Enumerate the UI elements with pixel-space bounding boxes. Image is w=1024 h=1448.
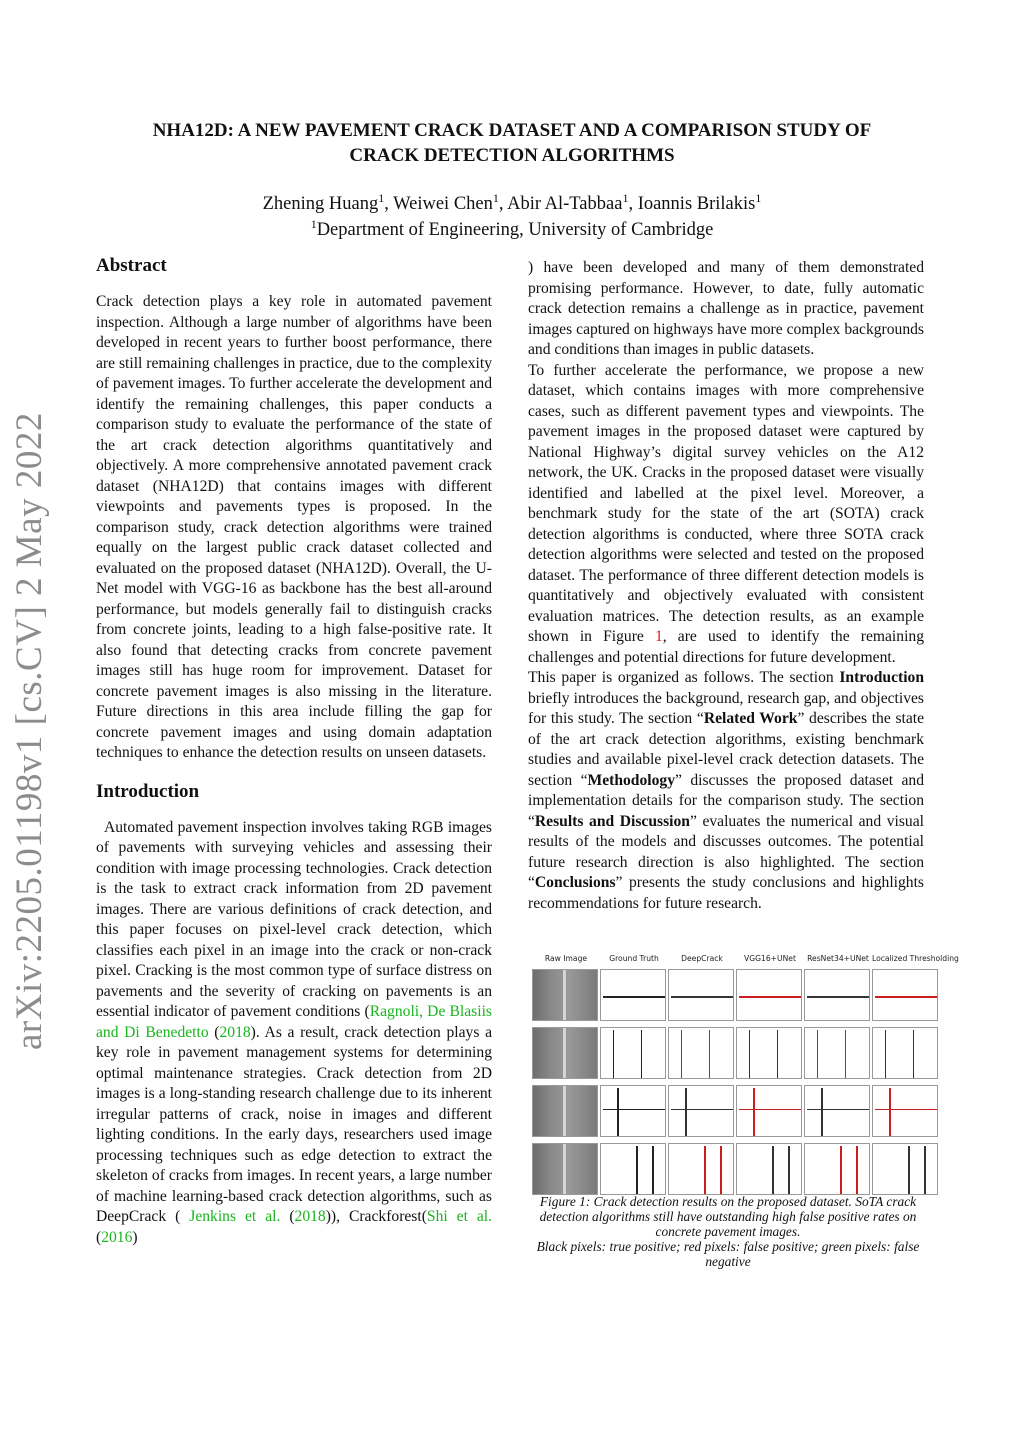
intro-paragraph-2: To further accelerate the performance, we propose a new dataset, which contains images with more comprehensive cases, such as different pavement types and viewpoints. The pavement images in the proposed dataset were captured by National Highway’s digital survey vehicles on the A12 network, the UK. Cracks in the proposed dataset were visually identified and labelled at the pixel level. Moreover, a benchmark study for the state of the art (SOTA) crack detection algorithms is conducted, where three SOTA crack detection algorithms were selected and tested on the proposed dataset. The performance of three different detection models is quantitatively and objectively evaluated with consistent evaluation matrices. The detection results, as an example shown in Figure 1, are used to identify the remaining challenges and potential directions for future development. [528, 361, 924, 666]
figure-row [532, 1143, 944, 1195]
figure-column-label: DeepCrack [681, 954, 723, 963]
crack-trace [720, 1146, 722, 1194]
crack-trace [739, 996, 801, 998]
author-list: Zhening Huang$^1$, Weiwei Chen$^1$, Abir Al-Tabbaa$^1$, Ioannis Brilakis$^1$ [262, 191, 762, 215]
crack-detection-output-image [600, 1085, 666, 1137]
title-line-2: CRACK DETECTION ALGORITHMS [349, 145, 675, 166]
crack-detection-output-image [804, 1143, 870, 1195]
crack-trace [772, 1146, 774, 1194]
crack-trace [913, 1030, 915, 1078]
crack-detection-output-image [872, 1085, 938, 1137]
introduction-heading: Introduction [96, 780, 200, 802]
raw-pavement-image [532, 969, 598, 1021]
crack-detection-output-image [668, 1085, 734, 1137]
crack-trace [603, 996, 665, 998]
crack-trace [908, 1146, 910, 1194]
crack-trace [817, 1030, 819, 1078]
crack-trace [924, 1146, 926, 1194]
crack-trace [652, 1146, 654, 1194]
figure-column-label: VGG16+UNet [744, 954, 796, 963]
crack-trace [749, 1030, 751, 1078]
citation-year-link[interactable]: 2018 [219, 1023, 251, 1041]
crack-trace [739, 1109, 801, 1111]
crack-detection-output-image [736, 1085, 802, 1137]
figure-row [532, 1085, 944, 1137]
crack-trace [875, 996, 937, 998]
crack-detection-output-image [736, 1143, 802, 1195]
figure-reference-link[interactable]: 1 [654, 628, 663, 645]
affiliation: $^1$Department of Engineering, University of Cambridge [310, 217, 714, 241]
crack-trace [671, 1109, 733, 1111]
citation-link[interactable]: Jenkins et al. [189, 1208, 281, 1225]
crack-trace [885, 1030, 887, 1078]
figure-caption [528, 1194, 928, 1269]
crack-trace [807, 996, 869, 998]
crack-trace [856, 1146, 858, 1194]
crack-detection-output-image [872, 969, 938, 1021]
left-column [96, 254, 492, 1248]
crack-trace [845, 1030, 847, 1078]
intro-paragraph-1a: Automated pavement inspection involves taking RGB images of pavements with surveying vehicles and assessing their condition with image processing technologies. Crack detection is the task to extract crack information from 2D pavement images. There are various definitions of crack detection, and this paper focuses on pixel-level crack detection, which classifies each pixel in an image into the crack or non-crack pixel. Cracking is the most common type of surface distress on pavements and the severity of cracking on pavements is an essential indicator of pavement conditions (Ragnoli, De Blasiis and Di Benedetto (2018). As a result, crack detection plays a key role in pavement management systems for determining optimal maintenance strategies. Crack detection from 2D images is a long-standing research challenge due to its inherent irregular patterns of crack, noise in images and different lighting conditions. In the early days, researchers used image processing techniques such as edge detection to extract the skeleton of cracks from images. In recent years, a large number of machine learning-based crack detection algorithms, such as DeepCrack ( Jenkins et al. (2018)), Crackforest(Shi et al. (2016) [96, 818, 493, 1246]
crack-trace [641, 1030, 643, 1078]
citation-link[interactable]: Shi et al. [426, 1208, 493, 1225]
figure-column-label: Localized Thresholding [872, 954, 959, 963]
crack-detection-output-image [872, 1027, 938, 1079]
crack-detection-output-image [804, 1085, 870, 1137]
intro-paragraph-1b: ) have been developed and many of them demonstrated promising performance. However, to date, fully automatic crack detection remains a challenge as in practice, pavement images captured on highways have more complex backgrounds and conditions than images in public datasets. [528, 259, 924, 358]
figure-column-label: Raw Image [544, 954, 588, 963]
crack-detection-output-image [668, 1027, 734, 1079]
crack-trace [821, 1088, 823, 1136]
crack-trace [875, 1109, 937, 1111]
crack-detection-output-image [736, 1027, 802, 1079]
right-column [528, 258, 924, 914]
crack-trace [807, 1109, 869, 1111]
arxiv-identifier: arXiv:2205.01198v1 [cs.CV] 2 May 2022 [9, 412, 50, 1050]
abstract-heading: Abstract [96, 255, 167, 276]
crack-detection-output-image [804, 969, 870, 1021]
raw-pavement-image [532, 1143, 598, 1195]
crack-trace [617, 1088, 619, 1136]
author-name: Ioannis Brilakis [637, 194, 756, 215]
crack-trace [671, 996, 733, 998]
figure-image-grid [532, 969, 944, 1195]
figure-caption-text: Figure 1: Crack detection results on the proposed dataset. SoTA crack detection algorithms still have outstanding high false positive rates on concrete pavement images. [539, 1194, 917, 1239]
crack-trace [704, 1146, 706, 1194]
raw-pavement-image [532, 1085, 598, 1137]
paper-title [96, 118, 928, 168]
crack-trace [681, 1030, 683, 1078]
crack-detection-output-image [668, 1143, 734, 1195]
citation-year-link[interactable]: 2016 [101, 1228, 133, 1246]
crack-detection-output-image [600, 969, 666, 1021]
author-name: Zhening Huang [262, 194, 379, 215]
crack-trace [788, 1146, 790, 1194]
crack-detection-output-image [804, 1027, 870, 1079]
crack-trace [753, 1088, 755, 1136]
intro-paragraph-3: This paper is organized as follows. The section Introduction briefly introduces the background, research gap, and objectives for this study. The section “Related Work” describes the state of the art crack detection algorithms, existing benchmark studies and available pixel-level crack detection datasets. The section “Methodology” discusses the proposed dataset and implementation details for the comparison study. The section “Results and Discussion” evaluates the numerical and visual results of the models and discusses outcomes. The potential future research direction is also highlighted. The section “Conclusions” presents the study conclusions and highlights recommendations for future research. [528, 669, 925, 912]
crack-trace [777, 1030, 779, 1078]
crack-detection-output-image [736, 969, 802, 1021]
figure-column-label: ResNet34+UNet [807, 954, 869, 963]
crack-detection-output-image [600, 1143, 666, 1195]
citation-year-link[interactable]: 2018 [294, 1208, 326, 1225]
crack-trace [603, 1109, 665, 1111]
abstract-text: Crack detection plays a key role in automated pavement inspection. Although a large number of algorithms have been developed in recent years to further boost performance, there are still remaining challenges in practice, due to the complexity of pavement images. To further accelerate the development and identify the remaining challenges, this paper conducts a comparison study to evaluate the performance of the state of the art crack detection algorithms quantitatively and objectively. A more comprehensive annotated pavement crack dataset (NHA12D) that contains images with different viewpoints and pavements types is proposed. In the comparison study, crack detection algorithms were trained equally on the largest public crack dataset collected and evaluated on the proposed dataset (NHA12D). Overall, the U-Net model with VGG-16 as backbone has the best all-around performance, but models generally fail to distinguish cracks from concrete joints, leading to a high false-positive rate. It also found that detecting cracks from concrete pavement images still has huge room for improvement. Dataset for concrete pavement images is also missing in the literature. Future directions in this area include filling the gap for concrete pavement images and using domain adaptation techniques to enhance the detection results on unseen datasets. [96, 293, 492, 761]
crack-trace [685, 1088, 687, 1136]
figure-caption-legend: Black pixels: true positive; red pixels: false positive; green pixels: false negative [536, 1239, 920, 1269]
crack-detection-output-image [872, 1143, 938, 1195]
crack-trace [840, 1146, 842, 1194]
figure-column-label: Ground Truth [609, 954, 659, 963]
raw-pavement-image [532, 1027, 598, 1079]
figure-row [532, 1027, 944, 1079]
figure-row [532, 969, 944, 1021]
author-name: Weiwei Chen [393, 194, 493, 215]
crack-trace [889, 1088, 891, 1136]
figure-1 [532, 953, 959, 1195]
crack-trace [709, 1030, 711, 1078]
figure-column-headers [532, 953, 959, 965]
crack-detection-output-image [600, 1027, 666, 1079]
crack-detection-output-image [668, 969, 734, 1021]
crack-trace [636, 1146, 638, 1194]
crack-trace [613, 1030, 615, 1078]
citation-link[interactable]: Ragnoli, De Blasiis and Di Benedetto [96, 1003, 492, 1041]
title-line-1: NHA12D: A NEW PAVEMENT CRACK DATASET AND A COMPARISON STUDY OF [152, 120, 872, 141]
author-name: Abir Al-Tabbaa [507, 194, 623, 215]
